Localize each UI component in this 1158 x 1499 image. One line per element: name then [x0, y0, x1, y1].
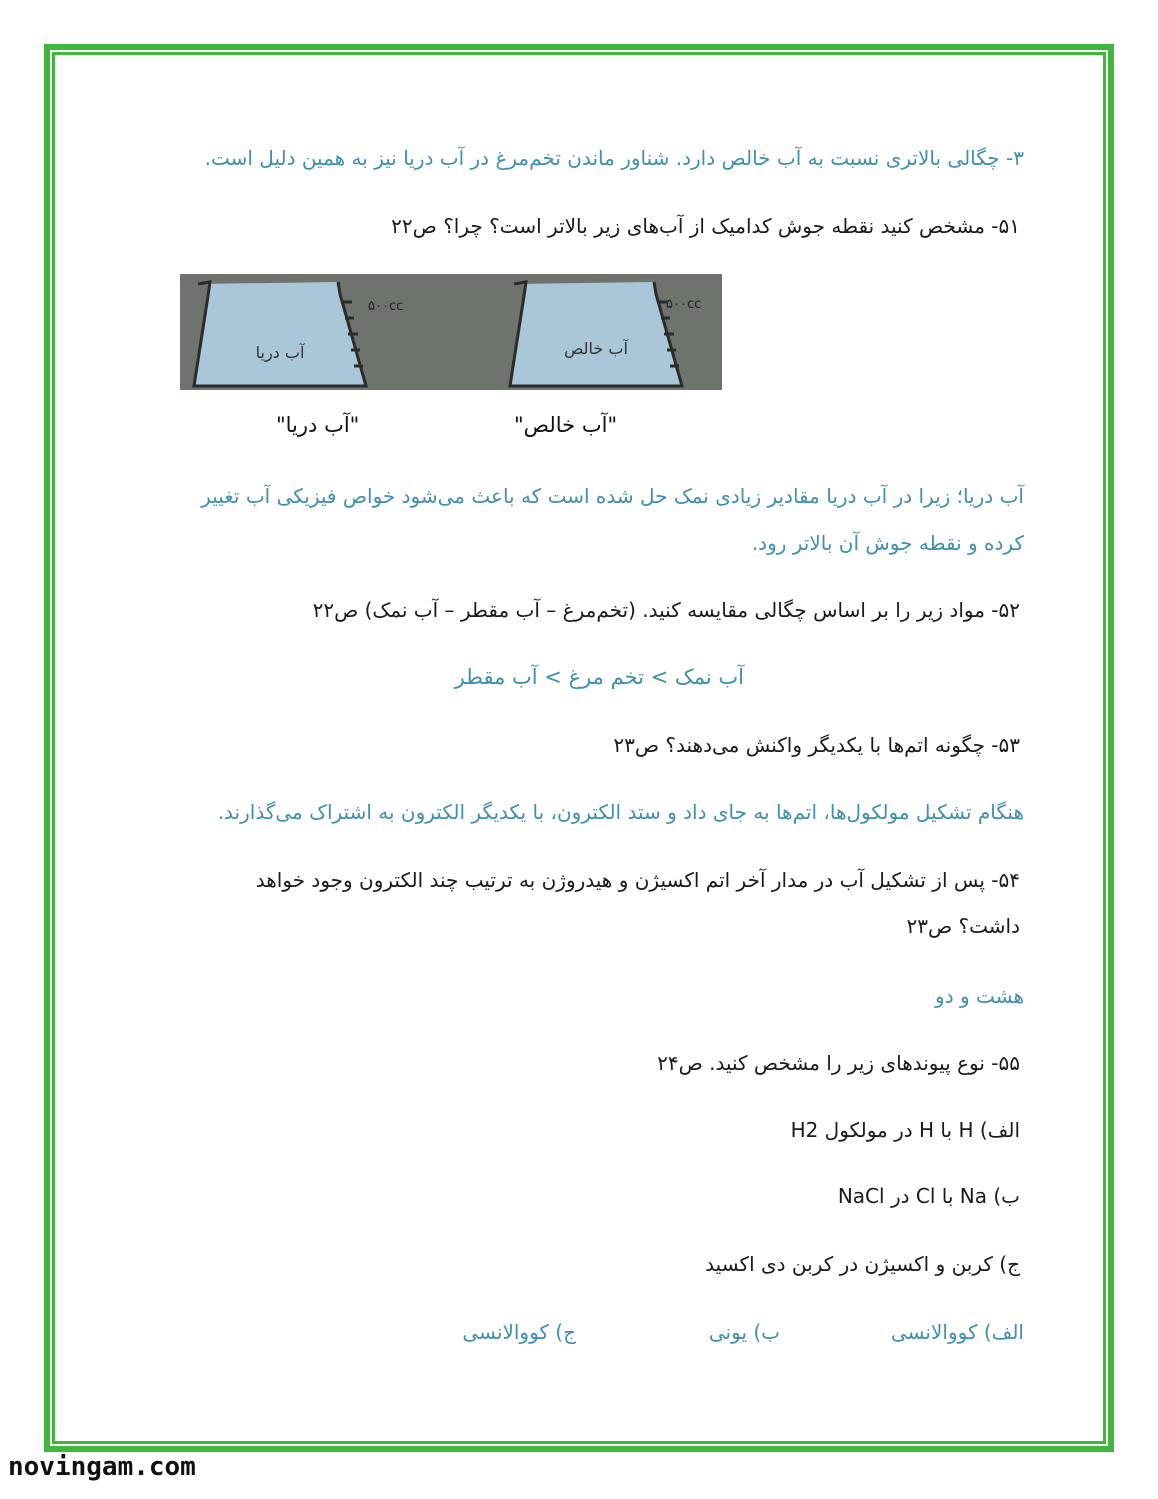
answer-55-b: ب) یونی: [708, 1320, 780, 1344]
scale-label-right: ۵۰۰cc: [666, 297, 702, 312]
answer-51-line-1: آب دریا؛ زیرا در آب دریا مقادیر زیادی نمک حل شده است که باعث می‌شود خواص فیزیکی آب تغییر: [201, 484, 1024, 508]
answer-53: هنگام تشکیل مولکول‌ها، اتم‌ها به جای داد و ستد الکترون، با یکدیگر الکترون به اشتراک می‌گذارند.: [217, 800, 1024, 824]
site-watermark: novingam.com: [8, 1452, 196, 1482]
beakers-figure: [180, 274, 722, 390]
question-51: ۵۱- مشخص کنید نقطه جوش کدامیک از آب‌های زیر بالاتر است؟ چرا؟ ص۲۲: [391, 214, 1020, 238]
beaker-right-label: آب خالص: [564, 339, 628, 358]
question-53: ۵۳- چگونه اتم‌ها با یکدیگر واکنش می‌دهند؟ ص۲۳: [613, 733, 1020, 757]
question-54-line-1: ۵۴- پس از تشکیل آب در مدار آخر اتم اکسیژن و هیدروژن به ترتیب چند الکترون وجود خواهد: [255, 868, 1020, 892]
answer-51-line-2: کرده و نقطه جوش آن بالاتر رود.: [751, 531, 1024, 555]
scale-label-left: ۵۰۰cc: [368, 299, 404, 314]
answer-55-a: الف) کووالانسی: [890, 1320, 1024, 1344]
question-55-item-b: ب) Na با Cl در NaCl: [837, 1184, 1020, 1208]
caption-pure-water: "آب خالص": [514, 413, 618, 437]
beaker-pure-water: [510, 282, 701, 386]
beaker-left-label: آب دریا: [255, 343, 305, 362]
question-52: ۵۲- مواد زیر را بر اساس چگالی مقایسه کنید. (تخم‌مرغ – آب مقطر – آب نمک) ص۲۲: [312, 598, 1020, 622]
answer-50-tail: ۳- چگالی بالاتری نسبت به آب خالص دارد. شناور ماندن تخم‌مرغ در آب دریا نیز به همین دلیل است.: [204, 146, 1024, 170]
question-54-line-2: داشت؟ ص۲۳: [906, 914, 1020, 938]
question-55: ۵۵- نوع پیوندهای زیر را مشخص کنید. ص۲۴: [657, 1051, 1020, 1075]
answer-54: هشت و دو: [935, 984, 1024, 1008]
beakers-illustration: [180, 274, 722, 390]
caption-sea-water: "آب دریا": [276, 413, 360, 437]
question-55-item-c: ج) کربن و اکسیژن در کربن دی اکسید: [705, 1252, 1020, 1276]
answer-55-c: ج) کووالانسی: [462, 1320, 576, 1344]
question-55-item-a: الف) H با H در مولکول H2: [790, 1118, 1020, 1142]
answer-52: آب نمک > تخم مرغ > آب مقطر: [454, 665, 744, 689]
